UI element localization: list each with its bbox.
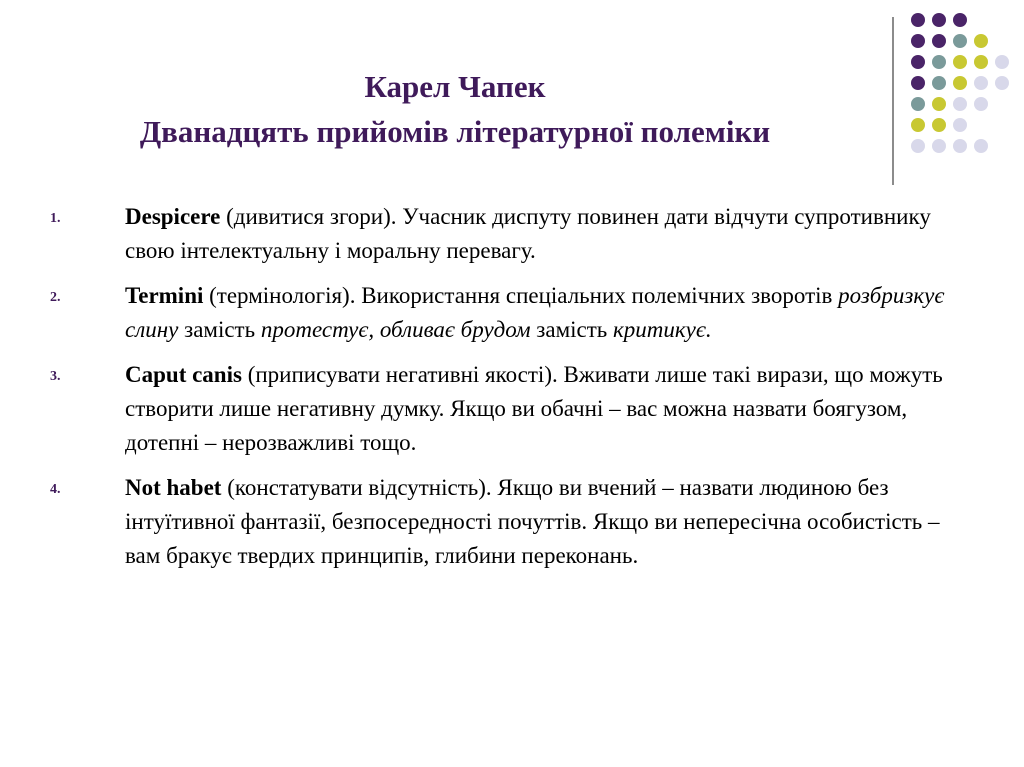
list-item (0, 471, 1024, 573)
item-text (125, 358, 965, 460)
item-italic: протестує, обливає брудом (260, 317, 531, 342)
item-number: 4. (50, 482, 61, 497)
dot-olive (974, 34, 988, 48)
item-italic: критикує. (613, 317, 712, 342)
dot-lavender (911, 139, 925, 153)
item-term: Despicere (125, 204, 221, 229)
dot-olive (932, 118, 946, 132)
item-number: 3. (50, 369, 61, 384)
dot-purple (932, 34, 946, 48)
item-term: Termini (125, 283, 204, 308)
dot-olive (932, 97, 946, 111)
item-italic: розбризкує слину (125, 283, 945, 342)
item-text (125, 279, 965, 347)
item-term: Caput canis (125, 362, 242, 387)
item-body: замість (178, 317, 261, 342)
dot-olive (974, 55, 988, 69)
dot-lavender (995, 76, 1009, 90)
item-body: (приписувати негативні якості). Вживати лише такі вирази, що можуть створити лише негативну думку. Якщо ви обачні – вас можна назвати боягузом, дотепні – нерозважливі тощо. (125, 362, 943, 455)
item-number: 1. (50, 211, 61, 226)
dot-lavender (974, 76, 988, 90)
dot-purple (911, 55, 925, 69)
dot-lavender (974, 139, 988, 153)
dot-purple (911, 13, 925, 27)
title-author: Карел Чапек (364, 69, 546, 104)
numbered-list (0, 200, 1024, 584)
vertical-divider (892, 17, 894, 185)
dot-teal (911, 97, 925, 111)
list-item (0, 358, 1024, 460)
dot-purple (953, 13, 967, 27)
item-body: замість (530, 317, 614, 342)
dot-purple (932, 13, 946, 27)
item-number: 2. (50, 290, 61, 305)
item-body: (термінологія). Використання спеціальних полемічних зворотів (203, 283, 839, 308)
item-body: (дивитися згори). Учасник диспуту повинен дати відчути супротивнику свою інтелектуальну і моральну перевагу. (125, 204, 931, 263)
slide-title (40, 64, 870, 154)
dot-lavender (953, 139, 967, 153)
dot-lavender (953, 118, 967, 132)
item-term: Not habet (125, 475, 222, 500)
dot-lavender (995, 55, 1009, 69)
dot-teal (932, 55, 946, 69)
dot-teal (932, 76, 946, 90)
item-text (125, 471, 965, 573)
dot-purple (911, 76, 925, 90)
list-item (0, 200, 1024, 268)
dot-lavender (974, 97, 988, 111)
list-item (0, 279, 1024, 347)
dot-olive (911, 118, 925, 132)
title-subtitle: Дванадцять прийомів літературної полеміки (139, 114, 771, 149)
dot-purple (911, 34, 925, 48)
item-body: (констатувати відсутність). Якщо ви вчений – назвати людиною без інтуїтивної фантазії, безпосередності почуттів. Якщо ви непересічна особистість – вам бракує твердих принципів, глибини переконань. (125, 475, 940, 568)
dot-olive (953, 76, 967, 90)
dot-lavender (932, 139, 946, 153)
dot-lavender (953, 97, 967, 111)
dot-teal (953, 34, 967, 48)
dot-olive (953, 55, 967, 69)
item-text (125, 200, 965, 268)
